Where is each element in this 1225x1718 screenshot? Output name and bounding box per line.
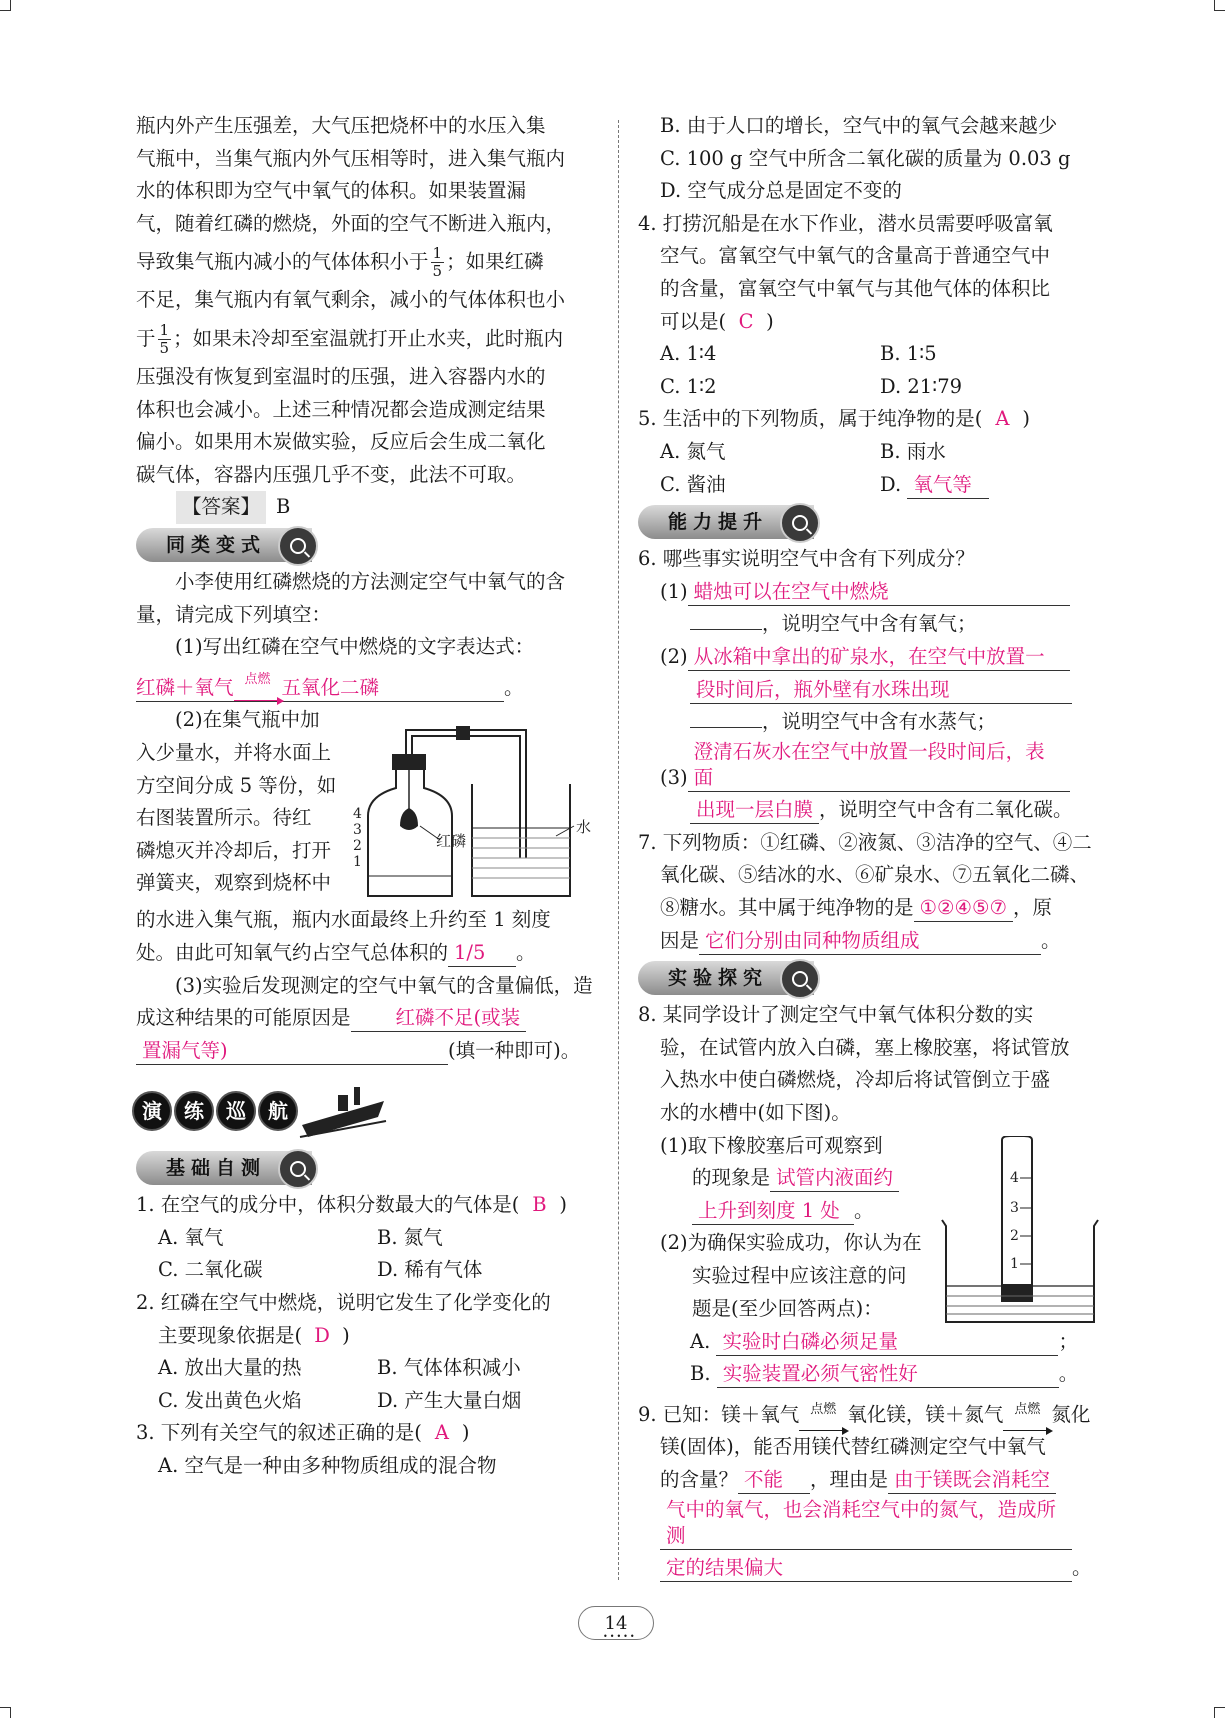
left-column — [136, 110, 596, 1483]
text-line: (1)取下橡胶塞后可观察到 — [660, 1133, 883, 1157]
answer-blank: 出现一层白膜 — [690, 797, 819, 824]
text-line: (3)澄清石灰水在空气中放置一段时间后，表面 — [638, 739, 1100, 795]
practice-banner: 演 练 巡 航 — [132, 1081, 596, 1141]
text-line: 处。由此可知氧气约占空气总体积的 1/5 。 — [136, 937, 596, 970]
text-line: ，说明空气中含有氧气； — [638, 608, 1100, 641]
crop-mark — [0, 0, 11, 11]
option: D. 21∶79 — [880, 374, 963, 398]
text-line: 实验过程中应该注意的问 — [692, 1264, 907, 1287]
section-badge-shiyan: 实验探究 — [638, 961, 814, 995]
option: D. 产生大量白烟 — [377, 1388, 522, 1412]
text-line: 因是 它们分别由同种物质组成 。 — [638, 925, 1100, 958]
answer-blank: 气中的氧气，也会消耗空气中的氮气，造成所测 — [660, 1497, 1072, 1550]
text-line: 氧化碳、⑤结冰的水、⑥矿泉水、⑦五氧化二磷、 — [660, 863, 1090, 887]
answer-blank: 实验装置必须气密性好 — [717, 1361, 1059, 1388]
svg-text:水: 水 — [576, 818, 592, 837]
question-7: 7. 下列物质：①红磷、②液氮、③洁净的空气、④二 — [638, 830, 1092, 854]
question-9: 9. 已知：镁＋氧气 点燃 氧化镁，镁＋氮气 点燃 氮化 — [638, 1399, 1100, 1432]
question-8: 8. 某同学设计了测定空气中氧气体积分数的实 — [638, 1003, 1034, 1027]
text-line: ⑧糖水。其中属于纯净物的是 ①②④⑤⑦ ，原 — [638, 892, 1100, 925]
option: A. 1∶4 — [660, 342, 717, 366]
reaction-arrow-icon: 点燃 — [1003, 1418, 1051, 1431]
answer-choice: A — [434, 1421, 449, 1445]
text-line — [638, 1497, 1100, 1553]
magnifier-icon — [780, 959, 820, 999]
reaction-arrow-icon: 点燃 — [234, 688, 282, 701]
svg-text:3: 3 — [1010, 1199, 1019, 1216]
option: A. 空气是一种由多种物质组成的混合物 — [158, 1454, 497, 1478]
answer-choice: D — [314, 1323, 330, 1347]
svg-text:1: 1 — [1010, 1255, 1019, 1272]
option: B. 气体体积减小 — [377, 1356, 521, 1380]
text-line: (2)为确保实验成功，你认为在 — [660, 1231, 922, 1255]
text-line: 弹簧夹，观察到烧杯中 — [136, 871, 332, 895]
text-line: (2) 从冰箱中拿出的矿泉水，在空气中放置一 — [638, 641, 1100, 674]
crop-mark — [0, 1707, 11, 1718]
text-line: 偏小。如果用木炭做实验，反应后会生成二氧化 — [136, 430, 546, 454]
option: C. 发出黄色火焰 — [158, 1388, 302, 1412]
answer-blank: 不能 — [738, 1467, 810, 1494]
text-line: 的现象是 试管内液面约 — [660, 1162, 940, 1195]
answer-blank: 红磷不足(或装 — [351, 1005, 527, 1032]
answer-blank: 蜡烛可以在空气中燃烧 — [688, 579, 1070, 606]
reaction-arrow-icon: 点燃 — [799, 1418, 847, 1431]
options — [136, 1352, 596, 1417]
option: C. 100 g 空气中所含二氧化碳的质量为 0.03 g — [660, 146, 1071, 170]
answer-blank: 上升到刻度 1 处 — [692, 1198, 854, 1225]
answer-blank: 澄清石灰水在空气中放置一段时间后，表面 — [688, 739, 1070, 792]
svg-text:红磷: 红磷 — [436, 832, 467, 851]
magnifier-icon — [278, 526, 318, 566]
text-line: 定的结果偏大 。 — [638, 1552, 1100, 1585]
svg-text:1: 1 — [353, 854, 362, 871]
text-line: A. 实验时白磷必须足量 ； — [638, 1326, 1100, 1359]
answer-choice: C — [738, 309, 754, 333]
option: A. 氮气 — [660, 439, 726, 463]
option: A. 氧气 — [158, 1225, 224, 1249]
text-line: 方空间分成 5 等份，如 — [136, 773, 337, 797]
answer-blank: 定的结果偏大 — [660, 1555, 1072, 1582]
options — [638, 338, 1100, 403]
svg-text:2: 2 — [1010, 1227, 1019, 1244]
text-line: 瓶内外产生压强差，大气压把烧杯中的水压入集 — [136, 114, 546, 137]
svg-text:2: 2 — [353, 838, 362, 855]
answer-blank: 实验时白磷必须足量 — [716, 1329, 1058, 1356]
question-6: 6. 哪些事实说明空气中含有下列成分？ — [638, 547, 975, 571]
option: C. 酱油 — [660, 472, 726, 496]
text-line: 右图装置所示。待红 — [136, 806, 312, 830]
magnifier-icon — [278, 1149, 318, 1189]
question-3: 3. 下列有关空气的叙述正确的是( A ) — [136, 1417, 596, 1450]
text-line: (2)在集气瓶中加 — [175, 708, 320, 732]
text-line: 碳气体，容器内压强几乎不变，此法不可取。 — [136, 462, 527, 486]
text-line: B. 实验装置必须气密性好 。 — [638, 1358, 1100, 1391]
text-line: 不足，集气瓶内有氧气剩余，减小的气体体积也小 — [136, 288, 566, 312]
answer-blank: 由于镁既会消耗空 — [888, 1467, 1056, 1494]
question-1: 1. 在空气的成分中，体积分数最大的气体是( B ) — [136, 1189, 596, 1222]
option: B. 氮气 — [377, 1225, 443, 1249]
text-line: 水的体积即为空气中氧气的体积。如果装置漏 — [136, 179, 527, 203]
option: B. 由于人口的增长，空气中的氧气会越来越少 — [660, 114, 1058, 137]
answer-blank: 1/5 — [448, 940, 516, 967]
svg-text:4: 4 — [353, 806, 362, 823]
text-line: 磷熄灭并冷却后，打开 — [136, 838, 332, 862]
sub-question-1: (1)写出红磷在空气中燃烧的文字表达式： — [175, 635, 535, 659]
answer-choice: A — [995, 407, 1010, 431]
text-line: 验，在试管内放入白磷，塞上橡胶塞，将试管放 — [660, 1035, 1070, 1059]
answer-equation: 红磷＋氧气 点燃 五氧化二磷 。 — [136, 672, 596, 705]
answer-line — [136, 491, 596, 524]
figure-block — [638, 1130, 1100, 1326]
text-line — [638, 674, 1100, 707]
text-line: 入少量水，并将水面上 — [136, 740, 332, 764]
text-line: 的水进入集气瓶，瓶内水面最终上升约至 1 刻度 — [136, 908, 551, 932]
answer-choice: B — [532, 1193, 547, 1217]
option: D. 空气成分总是固定不变的 — [660, 179, 902, 203]
option: C. 二氧化碳 — [158, 1258, 263, 1282]
text-line: 气，随着红磷的燃烧，外面的空气不断进入瓶内， — [136, 211, 566, 235]
crop-mark — [1214, 0, 1225, 11]
svg-text:4: 4 — [1010, 1169, 1019, 1186]
page-number: 14 ••••• — [578, 1606, 654, 1642]
text-line: 主要现象依据是( D ) — [136, 1320, 596, 1353]
section-badge-nengli: 能力提升 — [638, 505, 814, 539]
section-badge-jichu: 基础自测 — [136, 1151, 312, 1185]
text-line: 压强没有恢复到室温时的压强，进入容器内水的 — [136, 364, 546, 388]
answer-blank: 试管内液面约 — [770, 1165, 899, 1192]
answer-blank: 氧气等 — [907, 472, 989, 499]
fraction: $\frac{1}{5}$ — [159, 320, 170, 357]
answer-blank: 从冰箱中拿出的矿泉水，在空气中放置一 — [688, 644, 1070, 671]
right-column — [638, 110, 1100, 1585]
answer-label: 【答案】 — [176, 491, 266, 524]
text-line: 于 $\frac{1}{5}$ ；如果未冷却至室温就打开止水夹，此时瓶内 — [136, 320, 564, 357]
option: C. 1∶2 — [660, 374, 717, 398]
text-line: 置漏气等) (填一种即可)。 — [136, 1035, 596, 1068]
svg-text:3: 3 — [353, 822, 362, 839]
test-tube-figure — [940, 1136, 1100, 1326]
options — [136, 1222, 596, 1287]
option: B. 1∶5 — [880, 342, 937, 366]
question-2: 2. 红磷在空气中燃烧，说明它发生了化学变化的 — [136, 1291, 551, 1315]
question-intro: 小李使用红磷燃烧的方法测定空气中氧气的含量，请完成下列填空： — [136, 569, 566, 626]
text-line: 的含量，富氧空气中氧气与其他气体的体积比 — [660, 276, 1051, 300]
text-line: 可以是( C ) — [638, 306, 1100, 339]
ship-icon — [298, 1081, 388, 1141]
text-line: 入热水中使白磷燃烧，冷却后将试管倒立于盛 — [660, 1068, 1051, 1092]
text-line: 体积也会减小。上述三种情况都会造成测定结果 — [136, 397, 546, 421]
option: A. 放出大量的热 — [158, 1356, 302, 1380]
text-line: 导致集气瓶内减小的气体体积小于 $\frac{1}{5}$ ；如果红磷 — [136, 244, 544, 281]
text-line: 题是(至少回答两点)： — [692, 1296, 883, 1320]
figure-block — [136, 704, 596, 904]
text-line: ，说明空气中含有水蒸气； — [638, 706, 1100, 739]
fraction: $\frac{1}{5}$ — [432, 244, 443, 281]
text-line: (1) 蜡烛可以在空气中燃烧 — [638, 576, 1100, 609]
options — [638, 436, 1100, 501]
text-line: 空气。富氧空气中氧气的含量高于普通空气中 — [660, 244, 1051, 268]
text-line: 水的水槽中(如下图)。 — [660, 1101, 851, 1125]
answer-blank: 置漏气等) — [136, 1038, 448, 1065]
answer-blank: ①②④⑤⑦ — [914, 895, 1013, 922]
sub-question-3: (3)实验后发现测定的空气中氧气的含量偏低，造成这种结果的可能原因是 红磷不足(或装 — [136, 970, 596, 1035]
crop-mark — [1214, 1707, 1225, 1718]
answer-blank: 段时间后，瓶外壁有水珠出现 — [690, 677, 1072, 704]
phosphorus-apparatus-figure — [348, 708, 596, 904]
answer-blank — [690, 727, 762, 728]
question-4: 4. 打捞沉船是在水下作业，潜水员需要呼吸富氧 — [638, 211, 1053, 235]
option: D. 稀有气体 — [377, 1258, 483, 1282]
text-line: 镁(固体)，能否用镁代替红磷测定空气中氧气 — [660, 1435, 1046, 1459]
question-5: 5. 生活中的下列物质，属于纯净物的是( A ) — [638, 403, 1100, 436]
text-line: 的含量？ 不能 ，理由是 由于镁既会消耗空 — [638, 1464, 1100, 1497]
answer-value: B — [276, 495, 291, 519]
option: B. 雨水 — [880, 439, 946, 463]
column-divider — [618, 120, 619, 1580]
text-line: 气瓶中，当集气瓶内外气压相等时，进入集气瓶内 — [136, 146, 566, 170]
answer-blank — [690, 629, 762, 630]
option: D. 氧气等 — [880, 469, 1100, 502]
section-badge-tonglei: 同类变式 — [136, 528, 312, 562]
answer-blank: 它们分别由同种物质组成 — [699, 928, 1041, 955]
magnifier-icon — [780, 503, 820, 543]
text-line: 出现一层白膜 ，说明空气中含有二氧化碳。 — [638, 794, 1100, 827]
text-line: 上升到刻度 1 处 。 — [660, 1195, 940, 1228]
